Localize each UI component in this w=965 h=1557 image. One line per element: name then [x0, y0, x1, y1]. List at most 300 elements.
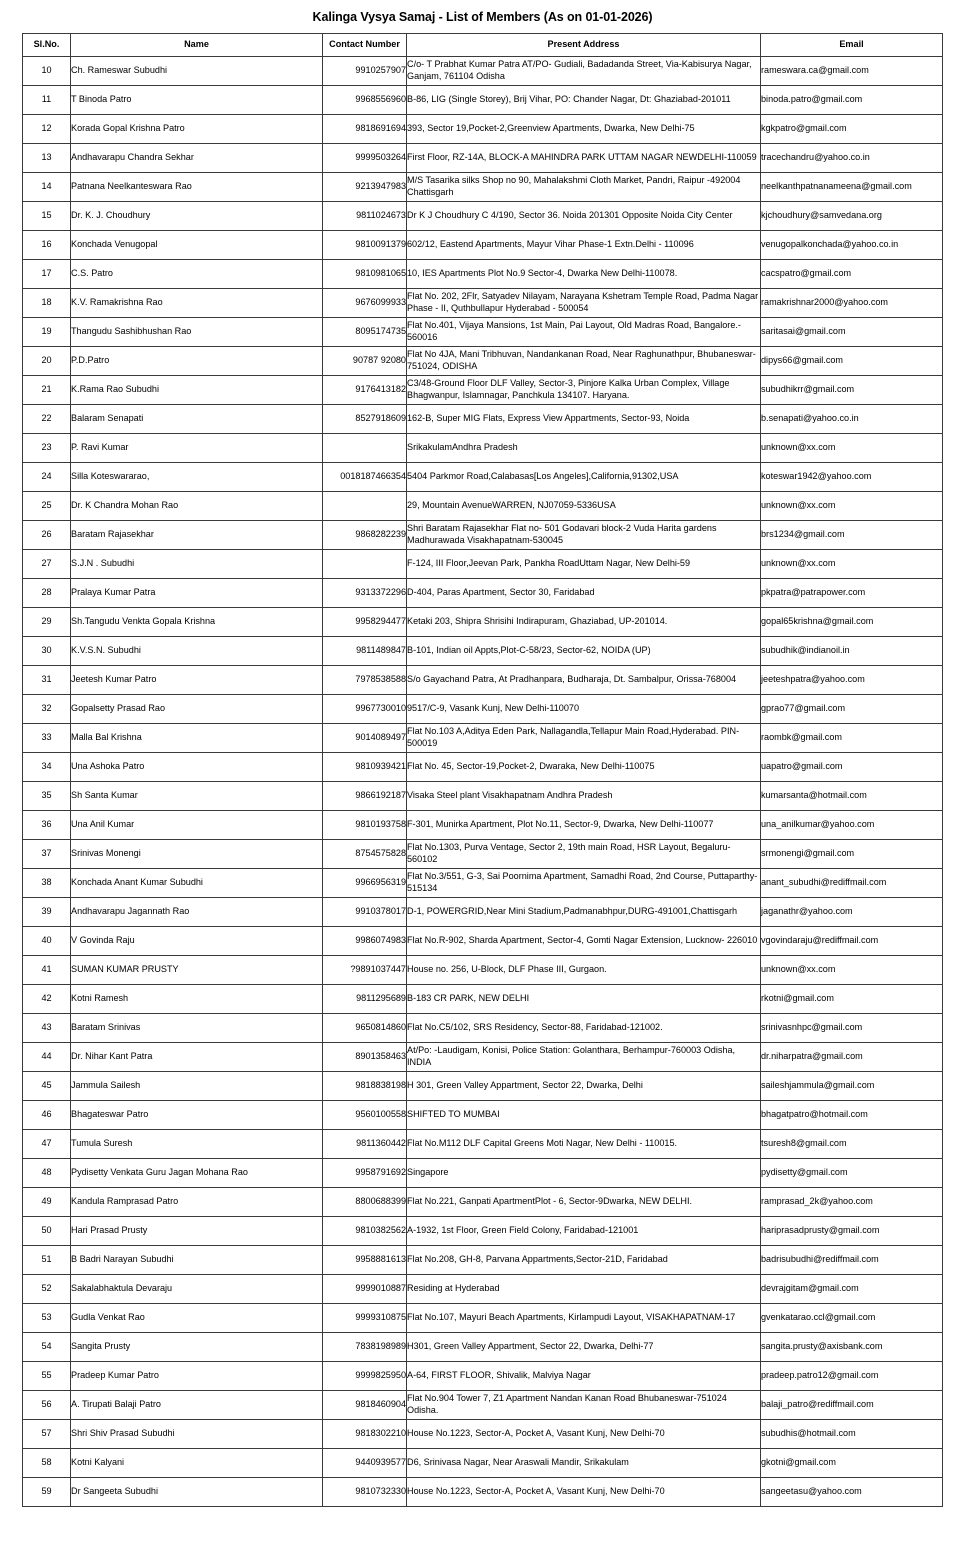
- cell-slno: 13: [23, 143, 71, 172]
- table-row: [23, 1477, 943, 1506]
- members-table: [22, 33, 943, 1507]
- cell-name: Silla Koteswararao,: [71, 462, 323, 491]
- table-row: [23, 1332, 943, 1361]
- table-row: [23, 1303, 943, 1332]
- table-row: [23, 346, 943, 375]
- cell-email: rameswara.ca@gmail.com: [761, 56, 943, 85]
- cell-slno: 59: [23, 1477, 71, 1506]
- cell-email: jeeteshpatra@yahoo.com: [761, 665, 943, 694]
- cell-present-address: H301, Green Valley Appartment, Sector 22, Dwarka, Delhi-77: [407, 1332, 761, 1361]
- cell-email: unknown@xx.com: [761, 549, 943, 578]
- cell-slno: 49: [23, 1187, 71, 1216]
- cell-email: dr.niharpatra@gmail.com: [761, 1042, 943, 1071]
- cell-email: una_anilkumar@yahoo.com: [761, 810, 943, 839]
- cell-email: saritasai@gmail.com: [761, 317, 943, 346]
- cell-name: Thangudu Sashibhushan Rao: [71, 317, 323, 346]
- cell-email: unknown@xx.com: [761, 433, 943, 462]
- cell-contact-number: 9866192187: [323, 781, 407, 810]
- table-header: [23, 33, 943, 56]
- table-row: [23, 1216, 943, 1245]
- cell-name: Kandula Ramprasad Patro: [71, 1187, 323, 1216]
- cell-slno: 12: [23, 114, 71, 143]
- cell-name: Malla Bal Krishna: [71, 723, 323, 752]
- cell-slno: 27: [23, 549, 71, 578]
- cell-present-address: At/Po: -Laudigam, Konisi, Police Station: Golanthara, Berhampur-760003 Odisha, INDIA: [407, 1042, 761, 1071]
- column-header-address: Present Address: [407, 33, 761, 56]
- cell-slno: 42: [23, 984, 71, 1013]
- cell-contact-number: 9966956319: [323, 868, 407, 897]
- cell-contact-number: 9967730010: [323, 694, 407, 723]
- cell-present-address: 602/12, Eastend Apartments, Mayur Vihar Phase-1 Extn.Delhi - 110096: [407, 230, 761, 259]
- cell-email: anant_subudhi@rediffmail.com: [761, 868, 943, 897]
- cell-present-address: A-64, FIRST FLOOR, Shivalik, Malviya Nagar: [407, 1361, 761, 1390]
- cell-contact-number: ?9891037447: [323, 955, 407, 984]
- table-row: [23, 230, 943, 259]
- table-row: [23, 665, 943, 694]
- table-row: [23, 114, 943, 143]
- cell-present-address: Dr K J Choudhury C 4/190, Sector 36. Noida 201301 Opposite Noida City Center: [407, 201, 761, 230]
- cell-contact-number: 9811024673: [323, 201, 407, 230]
- page-title: Kalinga Vysya Samaj - List of Members (As on 01-01-2026): [312, 10, 653, 24]
- column-header-contact: Contact Number: [323, 33, 407, 56]
- cell-name: Baratam Rajasekhar: [71, 520, 323, 549]
- cell-slno: 33: [23, 723, 71, 752]
- cell-slno: 28: [23, 578, 71, 607]
- cell-name: Gudla Venkat Rao: [71, 1303, 323, 1332]
- cell-slno: 10: [23, 56, 71, 85]
- cell-name: Dr. K Chandra Mohan Rao: [71, 491, 323, 520]
- table-row: [23, 839, 943, 868]
- cell-present-address: Shri Baratam Rajasekhar Flat no- 501 Godavari block-2 Vuda Harita gardens Madhurawada Visakhapatnam-530045: [407, 520, 761, 549]
- table-row: [23, 1129, 943, 1158]
- table-row: [23, 1390, 943, 1419]
- cell-present-address: Flat No 4JA, Mani Tribhuvan, Nandankanan Road, Near Raghunathpur, Bhubaneswar-751024, ODISHA: [407, 346, 761, 375]
- table-row: [23, 462, 943, 491]
- table-row: [23, 1361, 943, 1390]
- cell-name: SUMAN KUMAR PRUSTY: [71, 955, 323, 984]
- cell-slno: 53: [23, 1303, 71, 1332]
- cell-present-address: 393, Sector 19,Pocket-2,Greenview Apartments, Dwarka, New Delhi-75: [407, 114, 761, 143]
- cell-email: hariprasadprusty@gmail.com: [761, 1216, 943, 1245]
- cell-present-address: 9517/C-9, Vasank Kunj, New Delhi-110070: [407, 694, 761, 723]
- cell-contact-number: 9958294477: [323, 607, 407, 636]
- table-row: [23, 1419, 943, 1448]
- cell-slno: 52: [23, 1274, 71, 1303]
- cell-present-address: C/o- T Prabhat Kumar Patra AT/PO- Gudiali, Badadanda Street, Via-Kabisurya Nagar, Ganjam, 761104 Odisha: [407, 56, 761, 85]
- cell-contact-number: 9999010887: [323, 1274, 407, 1303]
- cell-contact-number: 0018187466354: [323, 462, 407, 491]
- cell-contact-number: 9958791692: [323, 1158, 407, 1187]
- cell-email: koteswar1942@yahoo.com: [761, 462, 943, 491]
- cell-email: gvenkatarao.ccl@gmail.com: [761, 1303, 943, 1332]
- table-row: [23, 201, 943, 230]
- cell-slno: 39: [23, 897, 71, 926]
- cell-present-address: C3/48-Ground Floor DLF Valley, Sector-3, Pinjore Kalka Urban Complex, Village Bhagwanpur, Islamnagar, Panchkula 134107. Haryana.: [407, 375, 761, 404]
- cell-contact-number: 9014089497: [323, 723, 407, 752]
- cell-contact-number: 9213947983: [323, 172, 407, 201]
- cell-contact-number: 9810939421: [323, 752, 407, 781]
- table-header-row: [23, 33, 943, 56]
- table-row: [23, 259, 943, 288]
- cell-email: subudhikrr@gmail.com: [761, 375, 943, 404]
- cell-present-address: Flat No.M112 DLF Capital Greens Moti Nagar, New Delhi - 110015.: [407, 1129, 761, 1158]
- cell-email: dipys66@gmail.com: [761, 346, 943, 375]
- cell-slno: 48: [23, 1158, 71, 1187]
- table-row: [23, 1100, 943, 1129]
- table-row: [23, 433, 943, 462]
- cell-email: vgovindaraju@rediffmail.com: [761, 926, 943, 955]
- cell-name: Dr. Nihar Kant Patra: [71, 1042, 323, 1071]
- cell-present-address: A-1932, 1st Floor, Green Field Colony, Faridabad-121001: [407, 1216, 761, 1245]
- cell-name: Gopalsetty Prasad Rao: [71, 694, 323, 723]
- cell-contact-number: 9818838198: [323, 1071, 407, 1100]
- cell-name: Korada Gopal Krishna Patro: [71, 114, 323, 143]
- table-row: [23, 491, 943, 520]
- table-row: [23, 172, 943, 201]
- cell-name: C.S. Patro: [71, 259, 323, 288]
- cell-present-address: Flat No.221, Ganpati ApartmentPlot - 6, Sector-9Dwarka, NEW DELHI.: [407, 1187, 761, 1216]
- cell-email: pydisetty@gmail.com: [761, 1158, 943, 1187]
- cell-slno: 17: [23, 259, 71, 288]
- cell-email: devrajgitam@gmail.com: [761, 1274, 943, 1303]
- table-row: [23, 781, 943, 810]
- column-header-email: Email: [761, 33, 943, 56]
- cell-contact-number: 9313372296: [323, 578, 407, 607]
- cell-slno: 11: [23, 85, 71, 114]
- cell-name: Pralaya Kumar Patra: [71, 578, 323, 607]
- cell-slno: 57: [23, 1419, 71, 1448]
- cell-present-address: B-183 CR PARK, NEW DELHI: [407, 984, 761, 1013]
- cell-email: pradeep.patro12@gmail.com: [761, 1361, 943, 1390]
- cell-name: Konchada Venugopal: [71, 230, 323, 259]
- cell-name: V Govinda Raju: [71, 926, 323, 955]
- cell-slno: 50: [23, 1216, 71, 1245]
- cell-name: T Binoda Patro: [71, 85, 323, 114]
- cell-present-address: House No.1223, Sector-A, Pocket A, Vasant Kunj, New Delhi-70: [407, 1419, 761, 1448]
- cell-present-address: SHIFTED TO MUMBAI: [407, 1100, 761, 1129]
- cell-present-address: Flat No.904 Tower 7, Z1 Apartment Nandan Kanan Road Bhubaneswar-751024 Odisha.: [407, 1390, 761, 1419]
- cell-contact-number: 9999825950: [323, 1361, 407, 1390]
- cell-contact-number: 9176413182: [323, 375, 407, 404]
- cell-name: Jeetesh Kumar Patro: [71, 665, 323, 694]
- cell-contact-number: 8800688399: [323, 1187, 407, 1216]
- cell-contact-number: 90787 92080: [323, 346, 407, 375]
- cell-slno: 26: [23, 520, 71, 549]
- cell-email: badrisubudhi@rediffmail.com: [761, 1245, 943, 1274]
- cell-slno: 32: [23, 694, 71, 723]
- cell-present-address: Residing at Hyderabad: [407, 1274, 761, 1303]
- cell-email: kumarsanta@hotmail.com: [761, 781, 943, 810]
- table-row: [23, 723, 943, 752]
- cell-contact-number: 8754575828: [323, 839, 407, 868]
- table-row: [23, 375, 943, 404]
- cell-present-address: Flat No.107, Mayuri Beach Apartments, Kirlampudi Layout, VISAKHAPATNAM-17: [407, 1303, 761, 1332]
- cell-name: Pradeep Kumar Patro: [71, 1361, 323, 1390]
- cell-contact-number: 9560100558: [323, 1100, 407, 1129]
- cell-slno: 37: [23, 839, 71, 868]
- cell-present-address: House No.1223, Sector-A, Pocket A, Vasant Kunj, New Delhi-70: [407, 1477, 761, 1506]
- cell-name: Andhavarapu Jagannath Rao: [71, 897, 323, 926]
- cell-slno: 15: [23, 201, 71, 230]
- table-row: [23, 897, 943, 926]
- table-row: [23, 1042, 943, 1071]
- cell-present-address: Singapore: [407, 1158, 761, 1187]
- cell-contact-number: 8901358463: [323, 1042, 407, 1071]
- cell-contact-number: [323, 549, 407, 578]
- cell-slno: 47: [23, 1129, 71, 1158]
- cell-name: Bhagateswar Patro: [71, 1100, 323, 1129]
- cell-contact-number: 9810981065: [323, 259, 407, 288]
- cell-present-address: D-404, Paras Apartment, Sector 30, Faridabad: [407, 578, 761, 607]
- cell-email: gopal65krishna@gmail.com: [761, 607, 943, 636]
- cell-name: B Badri Narayan Subudhi: [71, 1245, 323, 1274]
- cell-email: subudhis@hotmail.com: [761, 1419, 943, 1448]
- cell-contact-number: 9999503264: [323, 143, 407, 172]
- table-row: [23, 1274, 943, 1303]
- cell-email: uapatro@gmail.com: [761, 752, 943, 781]
- cell-name: Shri Shiv Prasad Subudhi: [71, 1419, 323, 1448]
- cell-name: Baratam Srinivas: [71, 1013, 323, 1042]
- cell-present-address: H 301, Green Valley Appartment, Sector 22, Dwarka, Delhi: [407, 1071, 761, 1100]
- cell-present-address: 29, Mountain AvenueWARREN, NJ07059-5336USA: [407, 491, 761, 520]
- cell-contact-number: 9910257907: [323, 56, 407, 85]
- cell-slno: 36: [23, 810, 71, 839]
- cell-contact-number: 9968556960: [323, 85, 407, 114]
- cell-present-address: M/S Tasarika silks Shop no 90, Mahalakshmi Cloth Market, Pandri, Raipur -492004 Chattisgarh: [407, 172, 761, 201]
- table-row: [23, 578, 943, 607]
- table-row: [23, 317, 943, 346]
- table-row: [23, 1013, 943, 1042]
- cell-email: srmonengi@gmail.com: [761, 839, 943, 868]
- cell-email: saileshjammula@gmail.com: [761, 1071, 943, 1100]
- cell-name: Dr Sangeeta Subudhi: [71, 1477, 323, 1506]
- cell-contact-number: 8095174735: [323, 317, 407, 346]
- cell-email: subudhik@indianoil.in: [761, 636, 943, 665]
- cell-present-address: S/o Gayachand Patra, At Pradhanpara, Budharaja, Dt. Sambalpur, Orissa-768004: [407, 665, 761, 694]
- table-row: [23, 955, 943, 984]
- cell-present-address: First Floor, RZ-14A, BLOCK-A MAHINDRA PARK UTTAM NAGAR NEWDELHI-110059: [407, 143, 761, 172]
- cell-name: Una Ashoka Patro: [71, 752, 323, 781]
- cell-slno: 58: [23, 1448, 71, 1477]
- cell-slno: 21: [23, 375, 71, 404]
- table-row: [23, 404, 943, 433]
- cell-email: ramprasad_2k@yahoo.com: [761, 1187, 943, 1216]
- table-row: [23, 520, 943, 549]
- cell-name: A. Tirupati Balaji Patro: [71, 1390, 323, 1419]
- cell-contact-number: 9986074983: [323, 926, 407, 955]
- cell-email: kjchoudhury@samvedana.org: [761, 201, 943, 230]
- cell-contact-number: 9811360442: [323, 1129, 407, 1158]
- cell-contact-number: 9910378017: [323, 897, 407, 926]
- cell-email: balaji_patro@rediffmail.com: [761, 1390, 943, 1419]
- cell-present-address: Flat No.C5/102, SRS Residency, Sector-88, Faridabad-121002.: [407, 1013, 761, 1042]
- cell-name: Hari Prasad Prusty: [71, 1216, 323, 1245]
- cell-slno: 19: [23, 317, 71, 346]
- cell-name: Kotni Kalyani: [71, 1448, 323, 1477]
- cell-email: binoda.patro@gmail.com: [761, 85, 943, 114]
- cell-slno: 30: [23, 636, 71, 665]
- table-row: [23, 288, 943, 317]
- cell-present-address: Flat No.3/551, G-3, Sai Poornima Apartment, Samadhi Road, 2nd Course, Puttaparthy-515134: [407, 868, 761, 897]
- cell-name: K.Rama Rao Subudhi: [71, 375, 323, 404]
- cell-name: Balaram Senapati: [71, 404, 323, 433]
- table-row: [23, 810, 943, 839]
- cell-name: Pydisetty Venkata Guru Jagan Mohana Rao: [71, 1158, 323, 1187]
- cell-slno: 51: [23, 1245, 71, 1274]
- cell-present-address: Ketaki 203, Shipra Shrisihi Indirapuram, Ghaziabad, UP-201014.: [407, 607, 761, 636]
- table-row: [23, 1187, 943, 1216]
- cell-contact-number: 9810382562: [323, 1216, 407, 1245]
- cell-slno: 16: [23, 230, 71, 259]
- cell-name: Ch. Rameswar Subudhi: [71, 56, 323, 85]
- cell-present-address: B-101, Indian oil Appts,Plot-C-58/23, Sector-62, NOIDA (UP): [407, 636, 761, 665]
- cell-contact-number: 9811295689: [323, 984, 407, 1013]
- cell-name: Una Anil Kumar: [71, 810, 323, 839]
- cell-email: sangita.prusty@axisbank.com: [761, 1332, 943, 1361]
- cell-slno: 31: [23, 665, 71, 694]
- cell-slno: 45: [23, 1071, 71, 1100]
- cell-present-address: Flat No.401, Vijaya Mansions, 1st Main, Pai Layout, Old Madras Road, Bangalore.- 560016: [407, 317, 761, 346]
- cell-name: Sakalabhaktula Devaraju: [71, 1274, 323, 1303]
- cell-present-address: 5404 Parkmor Road,Calabasas[Los Angeles],California,91302,USA: [407, 462, 761, 491]
- cell-slno: 38: [23, 868, 71, 897]
- cell-present-address: Flat No.208, GH-8, Parvana Appartments,Sector-21D, Faridabad: [407, 1245, 761, 1274]
- cell-email: neelkanthpatnanameena@gmail.com: [761, 172, 943, 201]
- cell-contact-number: [323, 433, 407, 462]
- cell-name: Andhavarapu Chandra Sekhar: [71, 143, 323, 172]
- cell-contact-number: [323, 491, 407, 520]
- cell-name: Sh.Tangudu Venkta Gopala Krishna: [71, 607, 323, 636]
- cell-email: jaganathr@yahoo.com: [761, 897, 943, 926]
- cell-present-address: Flat No.R-902, Sharda Apartment, Sector-4, Gomti Nagar Extension, Lucknow- 226010: [407, 926, 761, 955]
- cell-email: ramakrishnar2000@yahoo.com: [761, 288, 943, 317]
- cell-present-address: Flat No.1303, Purva Ventage, Sector 2, 19th main Road, HSR Layout, Begaluru-560102: [407, 839, 761, 868]
- cell-present-address: Flat No.103 A,Aditya Eden Park, Nallagandla,Tellapur Main Road,Hyderabad. PIN-500019: [407, 723, 761, 752]
- cell-slno: 14: [23, 172, 71, 201]
- cell-present-address: House no. 256, U-Block, DLF Phase III, Gurgaon.: [407, 955, 761, 984]
- cell-email: bhagatpatro@hotmail.com: [761, 1100, 943, 1129]
- table-row: [23, 56, 943, 85]
- cell-present-address: B-86, LIG (Single Storey), Brij Vihar, PO: Chander Nagar, Dt: Ghaziabad-201011: [407, 85, 761, 114]
- cell-slno: 44: [23, 1042, 71, 1071]
- cell-name: P.D.Patro: [71, 346, 323, 375]
- cell-email: tsuresh8@gmail.com: [761, 1129, 943, 1158]
- cell-contact-number: 9810193758: [323, 810, 407, 839]
- cell-name: K.V.S.N. Subudhi: [71, 636, 323, 665]
- cell-email: unknown@xx.com: [761, 491, 943, 520]
- cell-slno: 24: [23, 462, 71, 491]
- cell-slno: 56: [23, 1390, 71, 1419]
- column-header-slno: Sl.No.: [23, 33, 71, 56]
- table-row: [23, 926, 943, 955]
- cell-email: cacspatro@gmail.com: [761, 259, 943, 288]
- cell-email: brs1234@gmail.com: [761, 520, 943, 549]
- cell-slno: 40: [23, 926, 71, 955]
- cell-contact-number: 9868282239: [323, 520, 407, 549]
- cell-contact-number: 9818460904: [323, 1390, 407, 1419]
- cell-email: kgkpatro@gmail.com: [761, 114, 943, 143]
- cell-email: gkotni@gmail.com: [761, 1448, 943, 1477]
- cell-slno: 20: [23, 346, 71, 375]
- cell-email: unknown@xx.com: [761, 955, 943, 984]
- cell-email: b.senapati@yahoo.co.in: [761, 404, 943, 433]
- cell-email: pkpatra@patrapower.com: [761, 578, 943, 607]
- cell-present-address: 162-B, Super MIG Flats, Express View Appartments, Sector-93, Noida: [407, 404, 761, 433]
- cell-email: rkotni@gmail.com: [761, 984, 943, 1013]
- cell-slno: 22: [23, 404, 71, 433]
- cell-contact-number: 9999310875: [323, 1303, 407, 1332]
- table-row: [23, 143, 943, 172]
- cell-contact-number: 9818302210: [323, 1419, 407, 1448]
- table-row: [23, 868, 943, 897]
- cell-email: raombk@gmail.com: [761, 723, 943, 752]
- cell-name: P. Ravi Kumar: [71, 433, 323, 462]
- cell-present-address: 10, IES Apartments Plot No.9 Sector-4, Dwarka New Delhi-110078.: [407, 259, 761, 288]
- cell-contact-number: 9676099933: [323, 288, 407, 317]
- table-row: [23, 1158, 943, 1187]
- cell-name: Dr. K. J. Choudhury: [71, 201, 323, 230]
- cell-slno: 18: [23, 288, 71, 317]
- cell-slno: 46: [23, 1100, 71, 1129]
- cell-present-address: F-301, Munirka Apartment, Plot No.11, Sector-9, Dwarka, New Delhi-110077: [407, 810, 761, 839]
- cell-present-address: Flat No. 45, Sector-19,Pocket-2, Dwaraka, New Delhi-110075: [407, 752, 761, 781]
- cell-name: Srinivas Monengi: [71, 839, 323, 868]
- cell-email: venugopalkonchada@yahoo.co.in: [761, 230, 943, 259]
- cell-name: Sangita Prusty: [71, 1332, 323, 1361]
- cell-present-address: D6, Srinivasa Nagar, Near Araswali Mandir, Srikakulam: [407, 1448, 761, 1477]
- cell-name: Sh Santa Kumar: [71, 781, 323, 810]
- cell-contact-number: 9958881613: [323, 1245, 407, 1274]
- table-row: [23, 1448, 943, 1477]
- cell-email: tracechandru@yahoo.co.in: [761, 143, 943, 172]
- table-row: [23, 1245, 943, 1274]
- table-row: [23, 984, 943, 1013]
- cell-name: K.V. Ramakrishna Rao: [71, 288, 323, 317]
- cell-slno: 41: [23, 955, 71, 984]
- cell-contact-number: 7978538588: [323, 665, 407, 694]
- cell-name: S.J.N . Subudhi: [71, 549, 323, 578]
- cell-contact-number: 9818691694: [323, 114, 407, 143]
- cell-present-address: Flat No. 202, 2Flr, Satyadev Nilayam, Narayana Kshetram Temple Road, Padma Nagar Phase - II, Quthbullapur Hyderabad - 500054: [407, 288, 761, 317]
- table-row: [23, 549, 943, 578]
- cell-slno: 29: [23, 607, 71, 636]
- cell-slno: 25: [23, 491, 71, 520]
- cell-slno: 55: [23, 1361, 71, 1390]
- table-row: [23, 694, 943, 723]
- cell-name: Konchada Anant Kumar Subudhi: [71, 868, 323, 897]
- cell-contact-number: 7838198989: [323, 1332, 407, 1361]
- cell-present-address: SrikakulamAndhra Pradesh: [407, 433, 761, 462]
- cell-contact-number: 9650814860: [323, 1013, 407, 1042]
- cell-name: Tumula Suresh: [71, 1129, 323, 1158]
- cell-present-address: Visaka Steel plant Visakhapatnam Andhra Pradesh: [407, 781, 761, 810]
- cell-name: Patnana Neelkanteswara Rao: [71, 172, 323, 201]
- cell-slno: 34: [23, 752, 71, 781]
- cell-slno: 23: [23, 433, 71, 462]
- cell-contact-number: 9811489847: [323, 636, 407, 665]
- table-body: [23, 56, 943, 1506]
- cell-contact-number: 9810091379: [323, 230, 407, 259]
- cell-slno: 54: [23, 1332, 71, 1361]
- column-header-name: Name: [71, 33, 323, 56]
- table-row: [23, 607, 943, 636]
- cell-slno: 35: [23, 781, 71, 810]
- cell-name: Kotni Ramesh: [71, 984, 323, 1013]
- table-row: [23, 752, 943, 781]
- cell-present-address: D-1, POWERGRID,Near Mini Stadium,Padmanabhpur,DURG-491001,Chattisgarh: [407, 897, 761, 926]
- cell-email: sangeetasu@yahoo.com: [761, 1477, 943, 1506]
- cell-contact-number: 8527918609: [323, 404, 407, 433]
